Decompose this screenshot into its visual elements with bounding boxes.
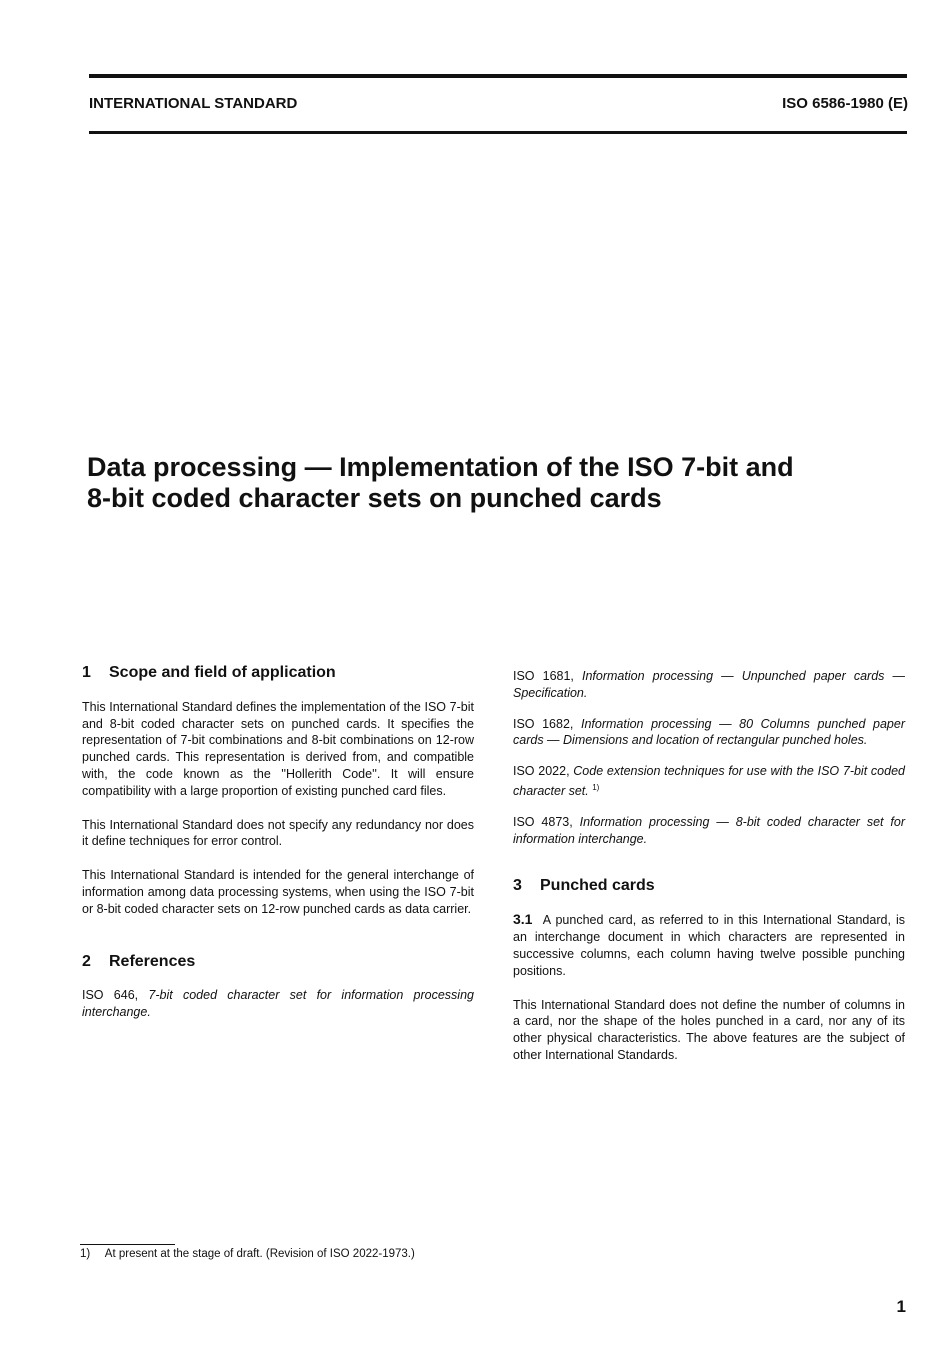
subsection-text: A punched card, as referred to in this International Standard, is an interchange document in which characters are represented in successive columns, each column having twelve possible punching positions.	[513, 913, 905, 978]
standard-number: ISO 6586-1980 (E)	[782, 95, 908, 112]
paragraph: This International Standard is intended for the general interchange of information among data processing systems, when using the ISO 7-bit or 8-bit coded character sets on 12-row punched cards as data carrier.	[82, 868, 474, 916]
document-type-label: INTERNATIONAL STANDARD	[89, 95, 298, 112]
footnote-rule	[80, 1244, 175, 1245]
page-number: 1	[896, 1297, 906, 1316]
section-title: References	[109, 952, 196, 970]
title-line-1: Data processing — Implementation of the ISO 7-bit and	[87, 452, 794, 482]
section-1-heading	[82, 665, 474, 682]
reference-id: ISO 1681,	[513, 669, 574, 683]
section-number: 3	[513, 876, 522, 894]
header-top-rule	[89, 74, 907, 78]
footnote-text: At present at the stage of draft. (Revision of ISO 2022-1973.)	[104, 1248, 415, 1260]
title-line-2: 8-bit coded character sets on punched cards	[87, 483, 662, 513]
paragraph: This International Standard defines the implementation of the ISO 7-bit and 8-bit coded character sets on punched cards. It specifies the representation of 7-bit combinations and 8-bit combinations on 12-row punched cards. This representation is derived from, and compatible with, the code known as the ''Hollerith Code''. It will ensure compatibility with a large proportion of existing punched card files.	[82, 699, 474, 798]
subsection-number: 3.1	[513, 911, 533, 928]
reference-item	[513, 814, 905, 848]
paragraph: This International Standard does not define the number of columns in a card, nor the shape of the holes punched in a card, nor any of its other physical characteristics. The above features are the subject of other International Standards.	[513, 997, 905, 1062]
right-column	[513, 668, 905, 1081]
reference-item	[513, 763, 905, 800]
subsection-3-1	[513, 911, 905, 979]
left-column	[82, 665, 474, 1035]
section-number: 1	[82, 664, 91, 681]
section-title: Punched cards	[540, 876, 655, 894]
reference-id: ISO 646,	[82, 988, 139, 1003]
footnote-number: 1)	[80, 1248, 91, 1260]
reference-title: Code extension techniques for use with the ISO 7-bit coded character set.	[513, 764, 905, 799]
reference-id: ISO 1682,	[513, 716, 574, 731]
document-title	[87, 452, 887, 514]
footnote-marker[interactable]: 1)	[592, 782, 600, 792]
reference-title: 7-bit coded character set for information processing interchange.	[82, 988, 474, 1020]
reference-id: ISO 2022,	[513, 764, 570, 779]
section-number: 2	[82, 952, 91, 970]
paragraph: This International Standard does not specify any redundancy nor does it define techniques for error control.	[82, 817, 474, 849]
reference-item	[513, 668, 905, 702]
section-2-heading	[82, 954, 474, 971]
footnote	[80, 1248, 415, 1260]
reference-title: Information processing — 8-bit coded character set for information interchange.	[513, 814, 905, 846]
reference-title: Information processing — 80 Columns punched paper cards — Dimensions and location of rectangular punched holes.	[513, 716, 905, 748]
reference-item	[82, 987, 474, 1021]
reference-id: ISO 4873,	[513, 814, 573, 829]
section-title: Scope and field of application	[109, 664, 336, 681]
reference-item	[513, 716, 905, 750]
header-bottom-rule	[89, 131, 907, 134]
section-3-heading	[513, 878, 905, 895]
reference-title: Information processing — Unpunched paper cards — Specification.	[513, 669, 905, 700]
